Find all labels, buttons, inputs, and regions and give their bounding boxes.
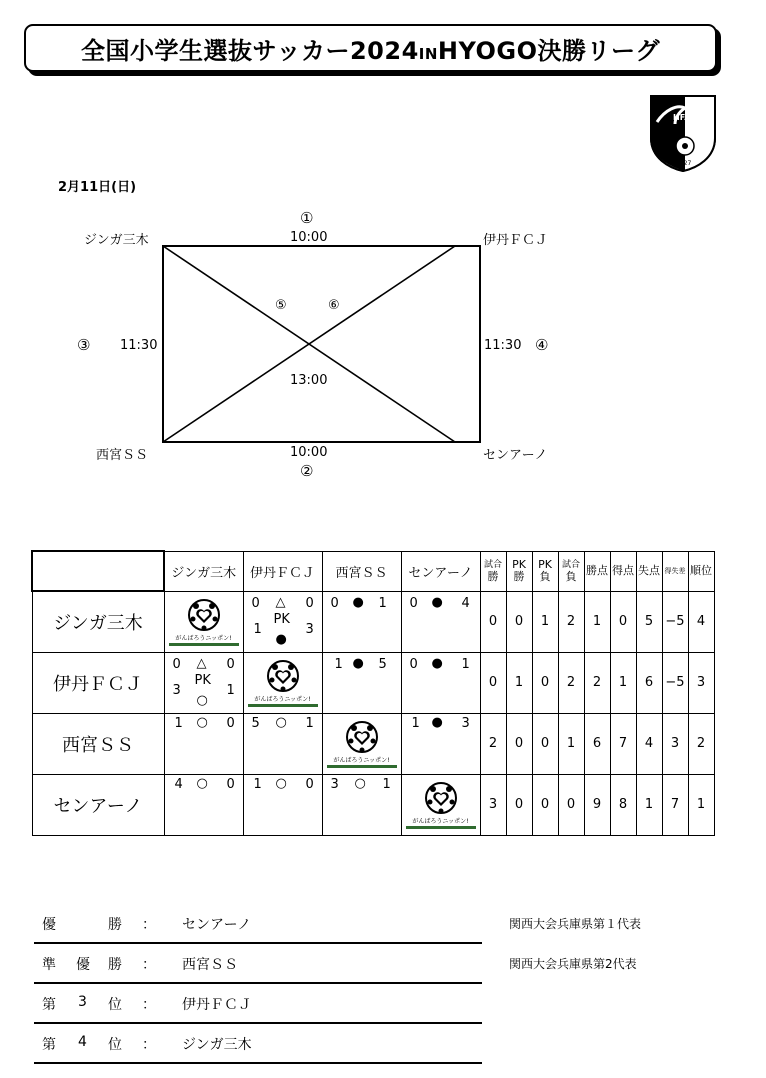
stat-pk-won: 1 [506,652,532,713]
stat-goals-against: 5 [636,591,662,652]
stat-points: 9 [584,774,610,835]
stat-goals-against: 1 [636,774,662,835]
standing-row: 優 勝 ： センアーノ [34,904,482,944]
center-match-time: 13:00 [290,373,328,388]
stat-goals-against: 4 [636,713,662,774]
svg-text:HFA: HFA [673,113,691,122]
bracket-team-top-left: ジンガ三木 [84,233,149,248]
table-row [32,591,714,652]
stat-games-won: 0 [480,591,506,652]
schedule-box [163,246,480,442]
qualification-note: 関西大会兵庫県第１代表 [509,917,642,931]
match-6-number: ⑥ [328,298,340,313]
header-rank: 順位 [688,551,714,591]
self-caption: がんばろうニッポン! [175,634,232,642]
stat-games-lost: 2 [558,652,584,713]
header-team: 伊丹ＦＣＪ [243,551,322,591]
header-games-lost: 試合 負 [558,551,584,591]
table-row [32,652,714,713]
caption-bar [248,704,318,707]
match-result-cell: 5 ○ 1 [243,713,322,774]
match-result-cell: 0 ● 1 [322,591,401,652]
results-table [31,550,715,836]
stat-games-lost: 0 [558,774,584,835]
row-team-name: 西宮ＳＳ [32,713,164,774]
stat-goals-against: 6 [636,652,662,713]
stat-goal-diff: −5 [662,591,688,652]
header-team: センアーノ [401,551,480,591]
stat-games-won: 3 [480,774,506,835]
stat-goals-for: 8 [610,774,636,835]
stat-points: 2 [584,652,610,713]
svg-text:1927: 1927 [676,160,692,167]
match-3-time: 11:30 [120,338,158,353]
stat-goal-diff: 7 [662,774,688,835]
match-5-number: ⑤ [275,298,287,313]
match-4-time: 11:30 [484,338,522,353]
self-match-cell [243,652,322,713]
stat-rank: 2 [688,713,714,774]
soccer-ball-heart-icon [187,598,221,632]
stat-pk-won: 0 [506,713,532,774]
standing-team: ジンガ三木 [182,1037,252,1053]
match-2-number: ② [300,462,314,480]
row-team-name: ジンガ三木 [32,591,164,652]
self-caption: がんばろうニッポン! [333,756,390,764]
match-3-number: ③ [77,336,91,354]
caption-bar [169,643,239,646]
stat-rank: 4 [688,591,714,652]
match-result-cell: 4 ○ 0 [164,774,243,835]
table-row [32,774,714,835]
standing-row: 第 4 位 ： ジンガ三木 [34,1024,482,1064]
caption-bar [406,826,476,829]
self-match-cell [322,713,401,774]
stat-goal-diff: 3 [662,713,688,774]
stat-points: 6 [584,713,610,774]
match-schedule-diagram [0,0,766,520]
match-date: 2月11日(日) [58,180,137,195]
stat-games-lost: 1 [558,713,584,774]
stat-pk-lost: 1 [532,591,558,652]
bracket-team-top-right: 伊丹ＦＣＪ [483,233,549,248]
standing-team: 西宮ＳＳ [182,957,238,973]
stat-rank: 3 [688,652,714,713]
stat-goals-for: 7 [610,713,636,774]
match-result-cell: 0 ● 4 [401,591,480,652]
match-result-cell: 1 ● 3 [401,713,480,774]
stat-games-lost: 2 [558,591,584,652]
match-1-time: 10:00 [290,230,328,245]
stat-pk-lost: 0 [532,774,558,835]
match-result-cell: 1 ○ 0 [164,713,243,774]
row-team-name: センアーノ [32,774,164,835]
stat-pk-won: 0 [506,774,532,835]
bracket-team-bottom-right: センアーノ [483,448,548,463]
header-team: 西宮ＳＳ [322,551,401,591]
stat-pk-won: 0 [506,591,532,652]
header-goals-against: 失点 [636,551,662,591]
self-match-cell [164,591,243,652]
soccer-ball-heart-icon [424,781,458,815]
page-title: 全国小学生選抜サッカー2024INHYOGO決勝リーグ [80,36,661,65]
match-1-number: ① [300,209,314,227]
header-games-won: 試合 勝 [480,551,506,591]
standing-row: 準 優 勝 ： 西宮ＳＳ [34,944,482,984]
match-result-cell: 0 △ 0 PK 1 3 ● [243,591,322,652]
row-team-name: 伊丹ＦＣＪ [32,652,164,713]
match-result-cell: 0 ● 1 [401,652,480,713]
standing-row: 第 3 位 ： 伊丹ＦＣＪ [34,984,482,1024]
header-goals-for: 得点 [610,551,636,591]
match-2-time: 10:00 [290,445,328,460]
header-goal-diff: 得失差 [662,551,688,591]
header-corner [32,551,164,591]
stat-games-won: 0 [480,652,506,713]
standing-team: センアーノ [182,917,252,933]
stat-goal-diff: −5 [662,652,688,713]
header-pk-won: PK 勝 [506,551,532,591]
bracket-team-bottom-left: 西宮ＳＳ [96,448,149,463]
header-team: ジンガ三木 [164,551,243,591]
match-result-cell: 3 ○ 1 [322,774,401,835]
soccer-ball-heart-icon [266,659,300,693]
match-result-cell: 1 ○ 0 [243,774,322,835]
self-caption: がんばろうニッポン! [412,817,469,825]
stat-games-won: 2 [480,713,506,774]
self-caption: がんばろうニッポン! [254,695,311,703]
header-pk-lost: PK 負 [532,551,558,591]
match-result-cell: 1 ● 5 [322,652,401,713]
self-match-cell [401,774,480,835]
stat-goals-for: 1 [610,652,636,713]
table-row [32,713,714,774]
stat-pk-lost: 0 [532,713,558,774]
stat-goals-for: 0 [610,591,636,652]
caption-bar [327,765,397,768]
soccer-ball-heart-icon [345,720,379,754]
stat-pk-lost: 0 [532,652,558,713]
standing-team: 伊丹ＦＣＪ [182,997,252,1013]
header-points: 勝点 [584,551,610,591]
stat-rank: 1 [688,774,714,835]
match-result-cell: 0 △ 0 PK 3 1 ○ [164,652,243,713]
stat-points: 1 [584,591,610,652]
qualification-note: 関西大会兵庫県第2代表 [509,957,637,971]
table-header-row [32,551,714,591]
final-standings [34,904,482,1064]
match-4-number: ④ [535,336,549,354]
